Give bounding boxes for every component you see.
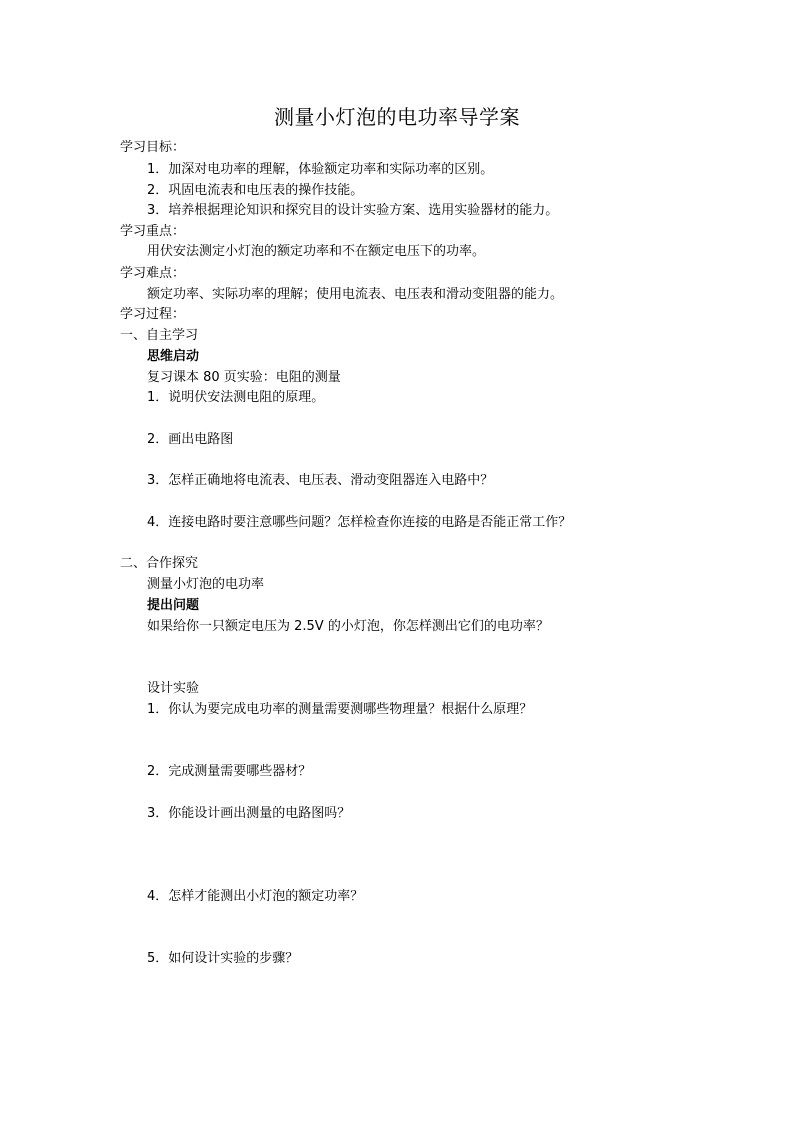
part2-subheading: 提出问题: [147, 598, 200, 613]
goals-heading: 学习目标：: [120, 140, 186, 155]
part2-heading: 二、合作探究: [120, 556, 199, 571]
design-item-5: 5．如何设计实验的步骤？: [147, 951, 299, 966]
part1-heading: 一、自主学习: [120, 328, 199, 343]
goal-item-2: 2．巩固电流表和电压表的操作技能。: [147, 183, 364, 198]
key-points-heading: 学习重点：: [120, 224, 186, 239]
design-item-1: 1．你认为要完成电功率的测量需要测哪些物理量？根据什么原理？: [147, 702, 533, 717]
design-item-4: 4．怎样才能测出小灯泡的额定功率？: [147, 889, 364, 904]
part1-item-1: 1．说明伏安法测电阻的原理。: [147, 390, 325, 405]
design-item-3: 3．你能设计画出测量的电路图吗？: [147, 806, 351, 821]
design-item-2: 2．完成测量需要哪些器材？: [147, 764, 312, 779]
part2-question: 如果给你一只额定电压为 2.5V 的小灯泡，你怎样测出它们的电功率？: [147, 619, 549, 634]
part1-review: 复习课本 80 页实验：电阻的测量: [147, 370, 341, 385]
difficulties-text: 额定功率、实际功率的理解；使用电流表、电压表和滑动变阻器的能力。: [147, 287, 564, 302]
process-heading: 学习过程：: [120, 307, 186, 322]
difficulties-heading: 学习难点：: [120, 266, 186, 281]
design-heading: 设计实验: [147, 681, 200, 696]
page-title: 测量小灯泡的电功率导学案: [274, 105, 520, 129]
part1-item-2: 2．画出电路图: [147, 432, 234, 447]
part1-item-4: 4．连接电路时要注意哪些问题？怎样检查你连接的电路是否能正常工作？: [147, 515, 572, 530]
goal-item-3: 3．培养根据理论知识和探究目的设计实验方案、选用实验器材的能力。: [147, 203, 559, 218]
key-points-text: 用伏安法测定小灯泡的额定功率和不在额定电压下的功率。: [147, 244, 486, 259]
part2-topic: 测量小灯泡的电功率: [147, 577, 265, 592]
part1-subheading: 思维启动: [147, 349, 200, 364]
part1-item-3: 3．怎样正确地将电流表、电压表、滑动变阻器连入电路中？: [147, 473, 494, 488]
goal-item-1: 1．加深对电功率的理解，体验额定功率和实际功率的区别。: [147, 162, 494, 177]
